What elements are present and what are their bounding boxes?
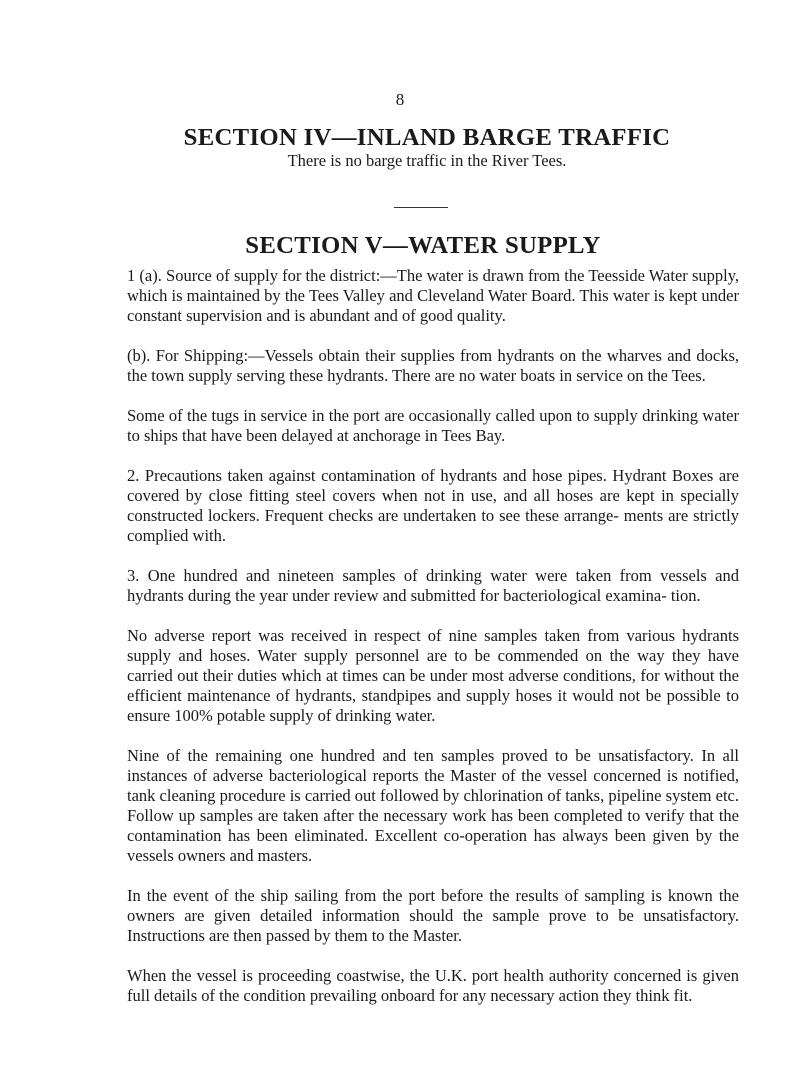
paragraph-no-adverse-report: No adverse report was received in respect of nine samples taken from various hydrants supply and hoses. Water supply personnel are to be commended on the way they have carried out their duties which at times can be under most adverse conditions, for without the efficient maintenance of hydrants, standpipes and supply hoses it would not be possible to ensure 100% potable supply of drinking water.: [127, 626, 739, 725]
paragraph-precautions: 2. Precautions taken against contamination of hydrants and hose pipes. Hydrant Boxes are covered by close fitting steel covers when not in use, and all hoses are kept in specially constructed lockers. Frequent checks are undertaken to see these arrange- ments are strictly complied with.: [127, 466, 739, 545]
paragraph-tugs: Some of the tugs in service in the port are occasionally called upon to supply drinking water to ships that have been delayed at anchorage in Tees Bay.: [127, 406, 739, 445]
paragraph-ship-sailing: In the event of the ship sailing from the port before the results of sampling is known the owners are given detailed information should the sample prove to be unsatisfactory. Instructions are then passed by them to the Master.: [127, 886, 739, 945]
section-v-heading: SECTION V—WATER SUPPLY: [245, 232, 601, 259]
page-content: [127, 124, 739, 1006]
paragraph-source-of-supply: 1 (a). Source of supply for the district:—The water is drawn from the Teesside Water supply, which is maintained by the Tees Valley and Cleveland Water Board. This water is kept under constant supervision and is abundant and of good quality.: [127, 266, 739, 325]
paragraph-unsatisfactory-samples: Nine of the remaining one hundred and ten samples proved to be unsatisfactory. In all instances of adverse bacteriological reports the Master of the vessel concerned is notified, tank cleaning procedure is carried out followed by chlorination of tanks, pipeline system etc. Follow up samples are taken after the necessary work has been completed to verify that the contamination has been eliminated. Excellent co-operation has always been given by the vessels owners and masters.: [127, 746, 739, 865]
paragraph-for-shipping: (b). For Shipping:—Vessels obtain their supplies from hydrants on the wharves and docks, the town supply serving these hydrants. There are no water boats in service on the Tees.: [127, 346, 739, 385]
section-iv-heading: SECTION IV—INLAND BARGE TRAFFIC: [183, 124, 671, 151]
page-number: 8: [395, 90, 405, 109]
paragraph-coastwise: When the vessel is proceeding coastwise, the U.K. port health authority concerned is given full details of the condition prevailing onboard for any necessary action they think fit.: [127, 966, 739, 1005]
paragraph-samples-taken: 3. One hundred and nineteen samples of drinking water were taken from vessels and hydrants during the year under review and submitted for bacteriological examina- tion.: [127, 566, 739, 605]
section-divider: [394, 207, 448, 208]
section-iv-text: There is no barge traffic in the River Tees.: [287, 151, 567, 170]
